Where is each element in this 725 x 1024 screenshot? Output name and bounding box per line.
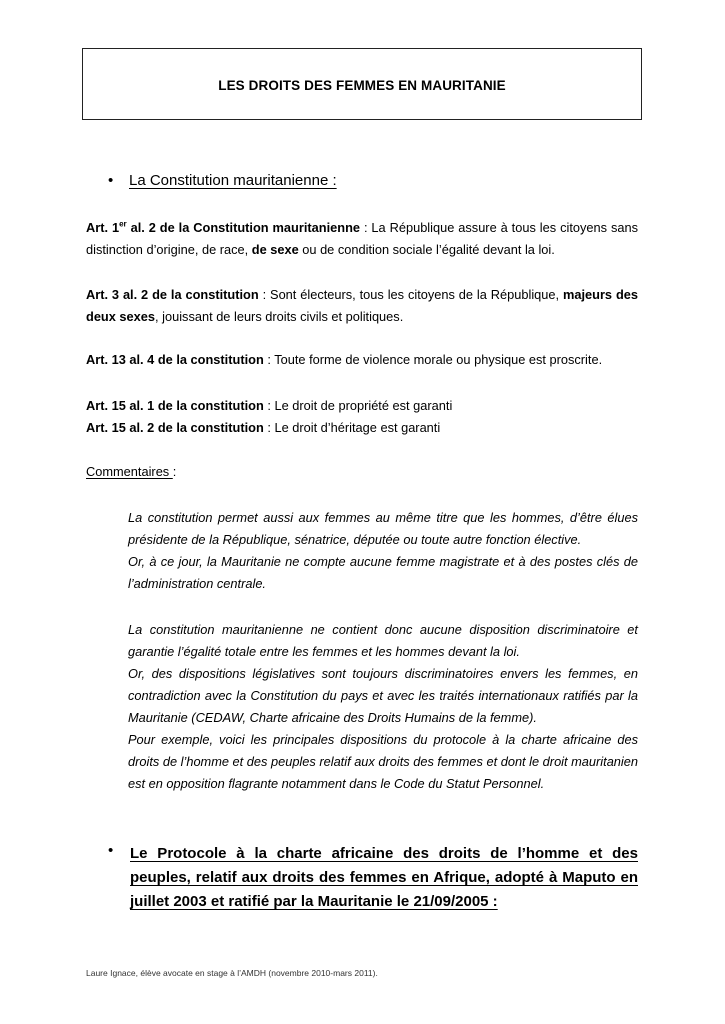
article-text: , jouissant de leurs droits civils et politiques. bbox=[155, 309, 404, 324]
document-title: LES DROITS DES FEMMES EN MAURITANIE bbox=[218, 78, 506, 93]
article-3-paragraph bbox=[86, 284, 638, 328]
article-ref: Art. 3 al. 2 de la constitution bbox=[86, 287, 259, 302]
article-13-line bbox=[86, 352, 602, 367]
bullet-dot-icon: • bbox=[108, 172, 114, 189]
article-1-paragraph bbox=[86, 217, 638, 261]
article-text: : Le droit de propriété est garanti bbox=[263, 398, 453, 413]
section-heading-text: La Constitution mauritanienne : bbox=[129, 172, 337, 189]
bullet-dot-icon: • bbox=[108, 842, 114, 859]
article-text: : La République assure à tous les citoyens sans distinction d’origine, de race, bbox=[86, 220, 638, 257]
comment-paragraph: Or, à ce jour, la Mauritanie ne compte aucune femme magistrate et à des postes clés de l’administration centrale. bbox=[128, 554, 638, 591]
comment-paragraph: Or, des dispositions législatives sont toujours discriminatoires envers les femmes, en contradiction avec la Constitution du pays et avec les traités internationaux ratifiés par la Mauritanie (CEDAW, Charte africaine des Droits Humains de la femme). bbox=[128, 666, 638, 725]
article-text: : Le droit d’héritage est garanti bbox=[263, 420, 441, 435]
comment-block-2 bbox=[128, 619, 638, 795]
article-emphasis: de sexe bbox=[251, 242, 299, 257]
title-box bbox=[82, 48, 642, 120]
comment-block-1 bbox=[128, 507, 638, 595]
article-ref: Art. 13 al. 4 de la constitution bbox=[86, 352, 264, 367]
article-emphasis: majeurs des deux sexes bbox=[86, 287, 638, 324]
comment-paragraph: Pour exemple, voici les principales dispositions du protocole à la charte africaine des droits de l’homme et des peuples relatif aux droits des femmes et dont le droit mauritanien est en opposition flagrante notamment dans le Code du Statut Personnel. bbox=[128, 732, 639, 791]
article-ref: Art. 15 al. 1 de la constitution bbox=[86, 398, 264, 413]
page-footer: Laure Ignace, élève avocate en stage à l’AMDH (novembre 2010-mars 2011). bbox=[86, 968, 378, 978]
article-text: ou de condition sociale l’égalité devant la loi. bbox=[298, 242, 555, 257]
article-ref: Art. 1er al. 2 de la Constitution mauritanienne bbox=[86, 219, 361, 235]
comments-label: Commentaires : bbox=[86, 464, 177, 479]
article-ref: Art. 15 al. 2 de la constitution bbox=[86, 420, 264, 435]
article-text: : Sont électeurs, tous les citoyens de la République, bbox=[258, 287, 563, 302]
article-15-2-line bbox=[86, 420, 440, 435]
comment-paragraph: La constitution mauritanienne ne contient donc aucune disposition discriminatoire et garantie l’égalité totale entre les femmes et les hommes devant la loi. bbox=[128, 622, 638, 659]
section-heading-text: Le Protocole à la charte africaine des droits de l’homme et des peuples, relatif aux droits des femmes en Afrique, adopté à Maputo en juillet 2003 et ratifié par la Mauritanie le 21/09/2005 : bbox=[130, 845, 638, 910]
article-15-1-line bbox=[86, 398, 452, 413]
comment-paragraph: La constitution permet aussi aux femmes au même titre que les hommes, d’être élues présidente de la République, sénatrice, députée ou toute autre fonction élective. bbox=[128, 510, 638, 547]
article-text: : Toute forme de violence morale ou physique est proscrite. bbox=[263, 352, 603, 367]
